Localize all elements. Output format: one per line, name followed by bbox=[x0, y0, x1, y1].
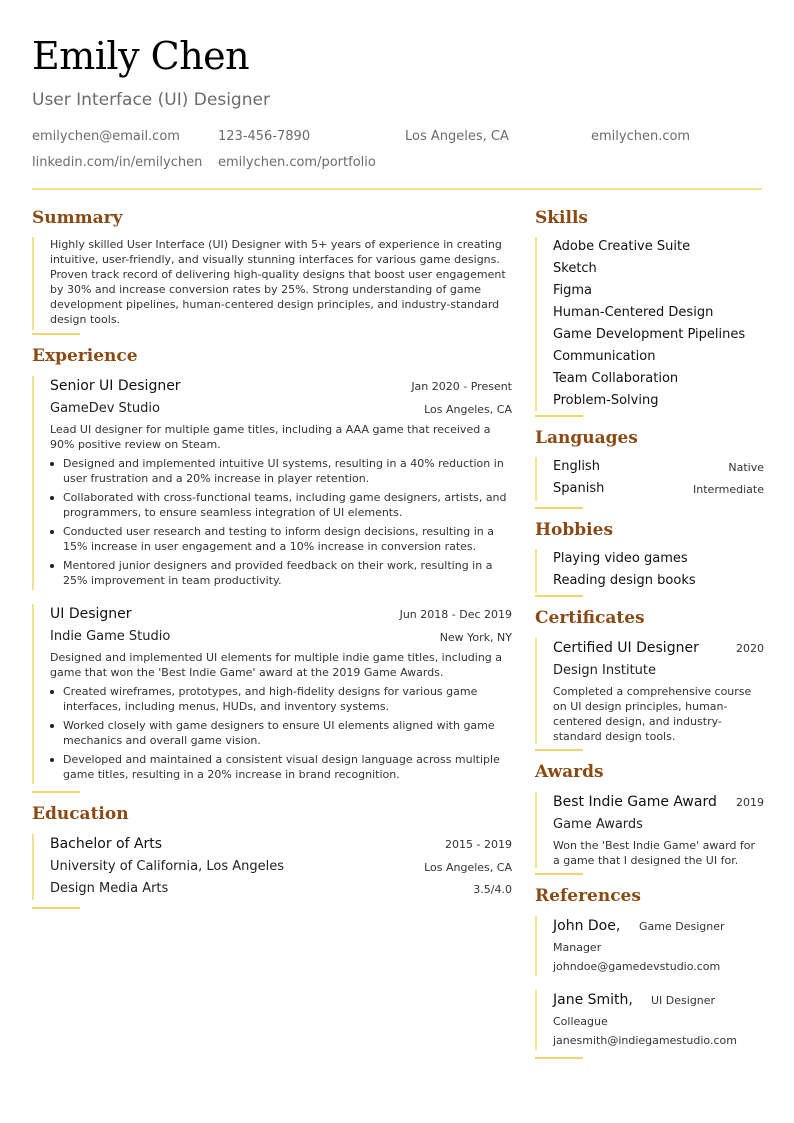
bullet-dot bbox=[50, 758, 54, 762]
skills-underline bbox=[535, 415, 583, 417]
reference-name: Jane Smith, bbox=[553, 992, 633, 1008]
job-location: New York, NY bbox=[439, 631, 512, 644]
awards-heading: Awards bbox=[535, 762, 604, 782]
reference-email[interactable]: janesmith@indiegamestudio.com bbox=[553, 1034, 737, 1047]
language-name: English bbox=[553, 459, 600, 474]
languages-heading: Languages bbox=[535, 428, 638, 448]
education-underline bbox=[32, 907, 80, 909]
education-item bbox=[32, 834, 512, 900]
hobbies-heading: Hobbies bbox=[535, 520, 614, 540]
skill-item: Problem-Solving bbox=[553, 393, 659, 408]
education-gpa: 3.5/4.0 bbox=[473, 883, 512, 896]
experience-item bbox=[32, 376, 512, 590]
references-heading: References bbox=[535, 886, 641, 906]
hobbies-underline bbox=[535, 595, 583, 597]
education-location: Los Angeles, CA bbox=[424, 861, 512, 874]
education-degree: Bachelor of Arts bbox=[50, 836, 163, 852]
reference-name: John Doe, bbox=[553, 918, 621, 934]
reference-email[interactable]: johndoe@gamedevstudio.com bbox=[553, 960, 721, 973]
bullet-dot bbox=[50, 724, 54, 728]
contact-location: Los Angeles, CA bbox=[405, 129, 509, 144]
candidate-name: Emily Chen bbox=[32, 34, 250, 78]
job-dates: Jun 2018 - Dec 2019 bbox=[399, 608, 512, 621]
job-description: Designed and implemented UI elements for multiple indie game titles, including a game that won the 'Best Indie Game' award at the 2019 Game Awards. bbox=[50, 651, 503, 679]
bullet-text: Conducted user research and testing to inform design decisions, resulting in a 15% increase in user engagement and a 10% increase in conversion rates. bbox=[63, 525, 494, 553]
certificate-item bbox=[535, 638, 764, 744]
language-level: Intermediate bbox=[693, 483, 764, 496]
reference-position: Game Designer bbox=[639, 920, 725, 933]
references-underline bbox=[535, 1057, 583, 1059]
job-role: UI Designer bbox=[50, 606, 132, 622]
reference-item bbox=[535, 990, 764, 1050]
bullet-text: Worked closely with game designers to ensure UI elements aligned with game mechanics and overall game vision. bbox=[63, 719, 495, 747]
job-role: Senior UI Designer bbox=[50, 378, 181, 394]
hobbies-section bbox=[535, 549, 764, 593]
awards-underline bbox=[535, 873, 583, 875]
language-name: Spanish bbox=[553, 481, 605, 496]
award-year: 2019 bbox=[736, 796, 764, 809]
contact-portfolio[interactable]: emilychen.com/portfolio bbox=[218, 155, 376, 170]
experience-underline bbox=[32, 791, 80, 793]
job-location: Los Angeles, CA bbox=[424, 403, 512, 416]
certificate-issuer: Design Institute bbox=[553, 663, 657, 678]
experience-item bbox=[32, 604, 512, 784]
summary-section bbox=[32, 237, 512, 330]
reference-item bbox=[535, 916, 764, 976]
summary-text: Highly skilled User Interface (UI) Designer with 5+ years of experience in creating intuitive, user-friendly, and visually stunning interfaces for various game designs. Proven track record of delivering high-quality designs that boost user engagement by 30% and increase conversion rates by 25%. Strong understanding of game development pipelines, human-centered design principles, and industry-standard design tools. bbox=[50, 238, 506, 326]
header-divider bbox=[32, 188, 762, 190]
job-company: Indie Game Studio bbox=[50, 629, 171, 644]
job-dates: Jan 2020 - Present bbox=[411, 380, 512, 393]
skill-item: Sketch bbox=[553, 261, 597, 276]
bullet-text: Designed and implemented intuitive UI systems, resulting in a 40% reduction in user frustration and a 20% increase in player retention. bbox=[63, 457, 504, 485]
bullet-dot bbox=[50, 462, 54, 466]
skills-section bbox=[535, 237, 764, 411]
languages-underline bbox=[535, 507, 583, 509]
education-heading: Education bbox=[32, 804, 129, 824]
bullet-text: Created wireframes, prototypes, and high-fidelity designs for various game interfaces, including menus, HUDs, and inventory systems. bbox=[63, 685, 478, 713]
reference-relation: Colleague bbox=[553, 1015, 608, 1028]
skill-item: Figma bbox=[553, 283, 593, 298]
certificate-year: 2020 bbox=[736, 642, 764, 655]
skill-item: Adobe Creative Suite bbox=[553, 239, 691, 254]
contact-linkedin[interactable]: linkedin.com/in/emilychen bbox=[32, 155, 203, 170]
certificate-description: Completed a comprehensive course on UI design principles, human-centered design, and industry-standard design tools. bbox=[553, 685, 752, 743]
education-dates: 2015 - 2019 bbox=[445, 838, 512, 851]
job-description: Lead UI designer for multiple game titles, including a AAA game that received a 90% positive review on Steam. bbox=[50, 423, 491, 451]
contact-info bbox=[32, 128, 762, 178]
certificates-heading: Certificates bbox=[535, 608, 645, 628]
skill-item: Team Collaboration bbox=[553, 371, 679, 386]
summary-heading: Summary bbox=[32, 208, 123, 228]
skill-item: Communication bbox=[553, 349, 656, 364]
hobby-item: Reading design books bbox=[553, 573, 696, 588]
award-description: Won the 'Best Indie Game' award for a game that I designed the UI for. bbox=[553, 839, 756, 867]
reference-position: UI Designer bbox=[651, 994, 716, 1007]
contact-website[interactable]: emilychen.com bbox=[591, 129, 691, 144]
bullet-dot bbox=[50, 530, 54, 534]
certificates-underline bbox=[535, 749, 583, 751]
candidate-title: User Interface (UI) Designer bbox=[32, 90, 270, 110]
bullet-text: Collaborated with cross-functional teams, including game designers, artists, and programmers, to ensure seamless integration of UI elements. bbox=[63, 491, 507, 519]
bullet-dot bbox=[50, 690, 54, 694]
experience-heading: Experience bbox=[32, 346, 138, 366]
award-issuer: Game Awards bbox=[553, 817, 643, 832]
award-name: Best Indie Game Award bbox=[553, 794, 717, 810]
contact-phone[interactable]: 123-456-7890 bbox=[218, 129, 311, 144]
award-item bbox=[535, 792, 764, 868]
skills-heading: Skills bbox=[535, 208, 589, 228]
language-level: Native bbox=[728, 461, 764, 474]
bullet-dot bbox=[50, 496, 54, 500]
bullet-dot bbox=[50, 564, 54, 568]
skill-item: Human-Centered Design bbox=[553, 305, 714, 320]
languages-section bbox=[535, 457, 764, 501]
education-major: Design Media Arts bbox=[50, 881, 169, 896]
education-school: University of California, Los Angeles bbox=[50, 859, 285, 874]
job-company: GameDev Studio bbox=[50, 401, 160, 416]
contact-email[interactable]: emilychen@email.com bbox=[32, 129, 180, 144]
bullet-text: Developed and maintained a consistent visual design language across multiple game titles, resulting in a 20% increase in brand recognition. bbox=[63, 753, 500, 781]
skill-item: Game Development Pipelines bbox=[553, 327, 746, 342]
reference-relation: Manager bbox=[553, 941, 602, 954]
bullet-text: Mentored junior designers and provided feedback on their work, resulting in a 25% improvement in team productivity. bbox=[63, 559, 493, 587]
hobby-item: Playing video games bbox=[553, 551, 688, 566]
certificate-name: Certified UI Designer bbox=[553, 640, 699, 656]
summary-underline bbox=[32, 333, 80, 335]
